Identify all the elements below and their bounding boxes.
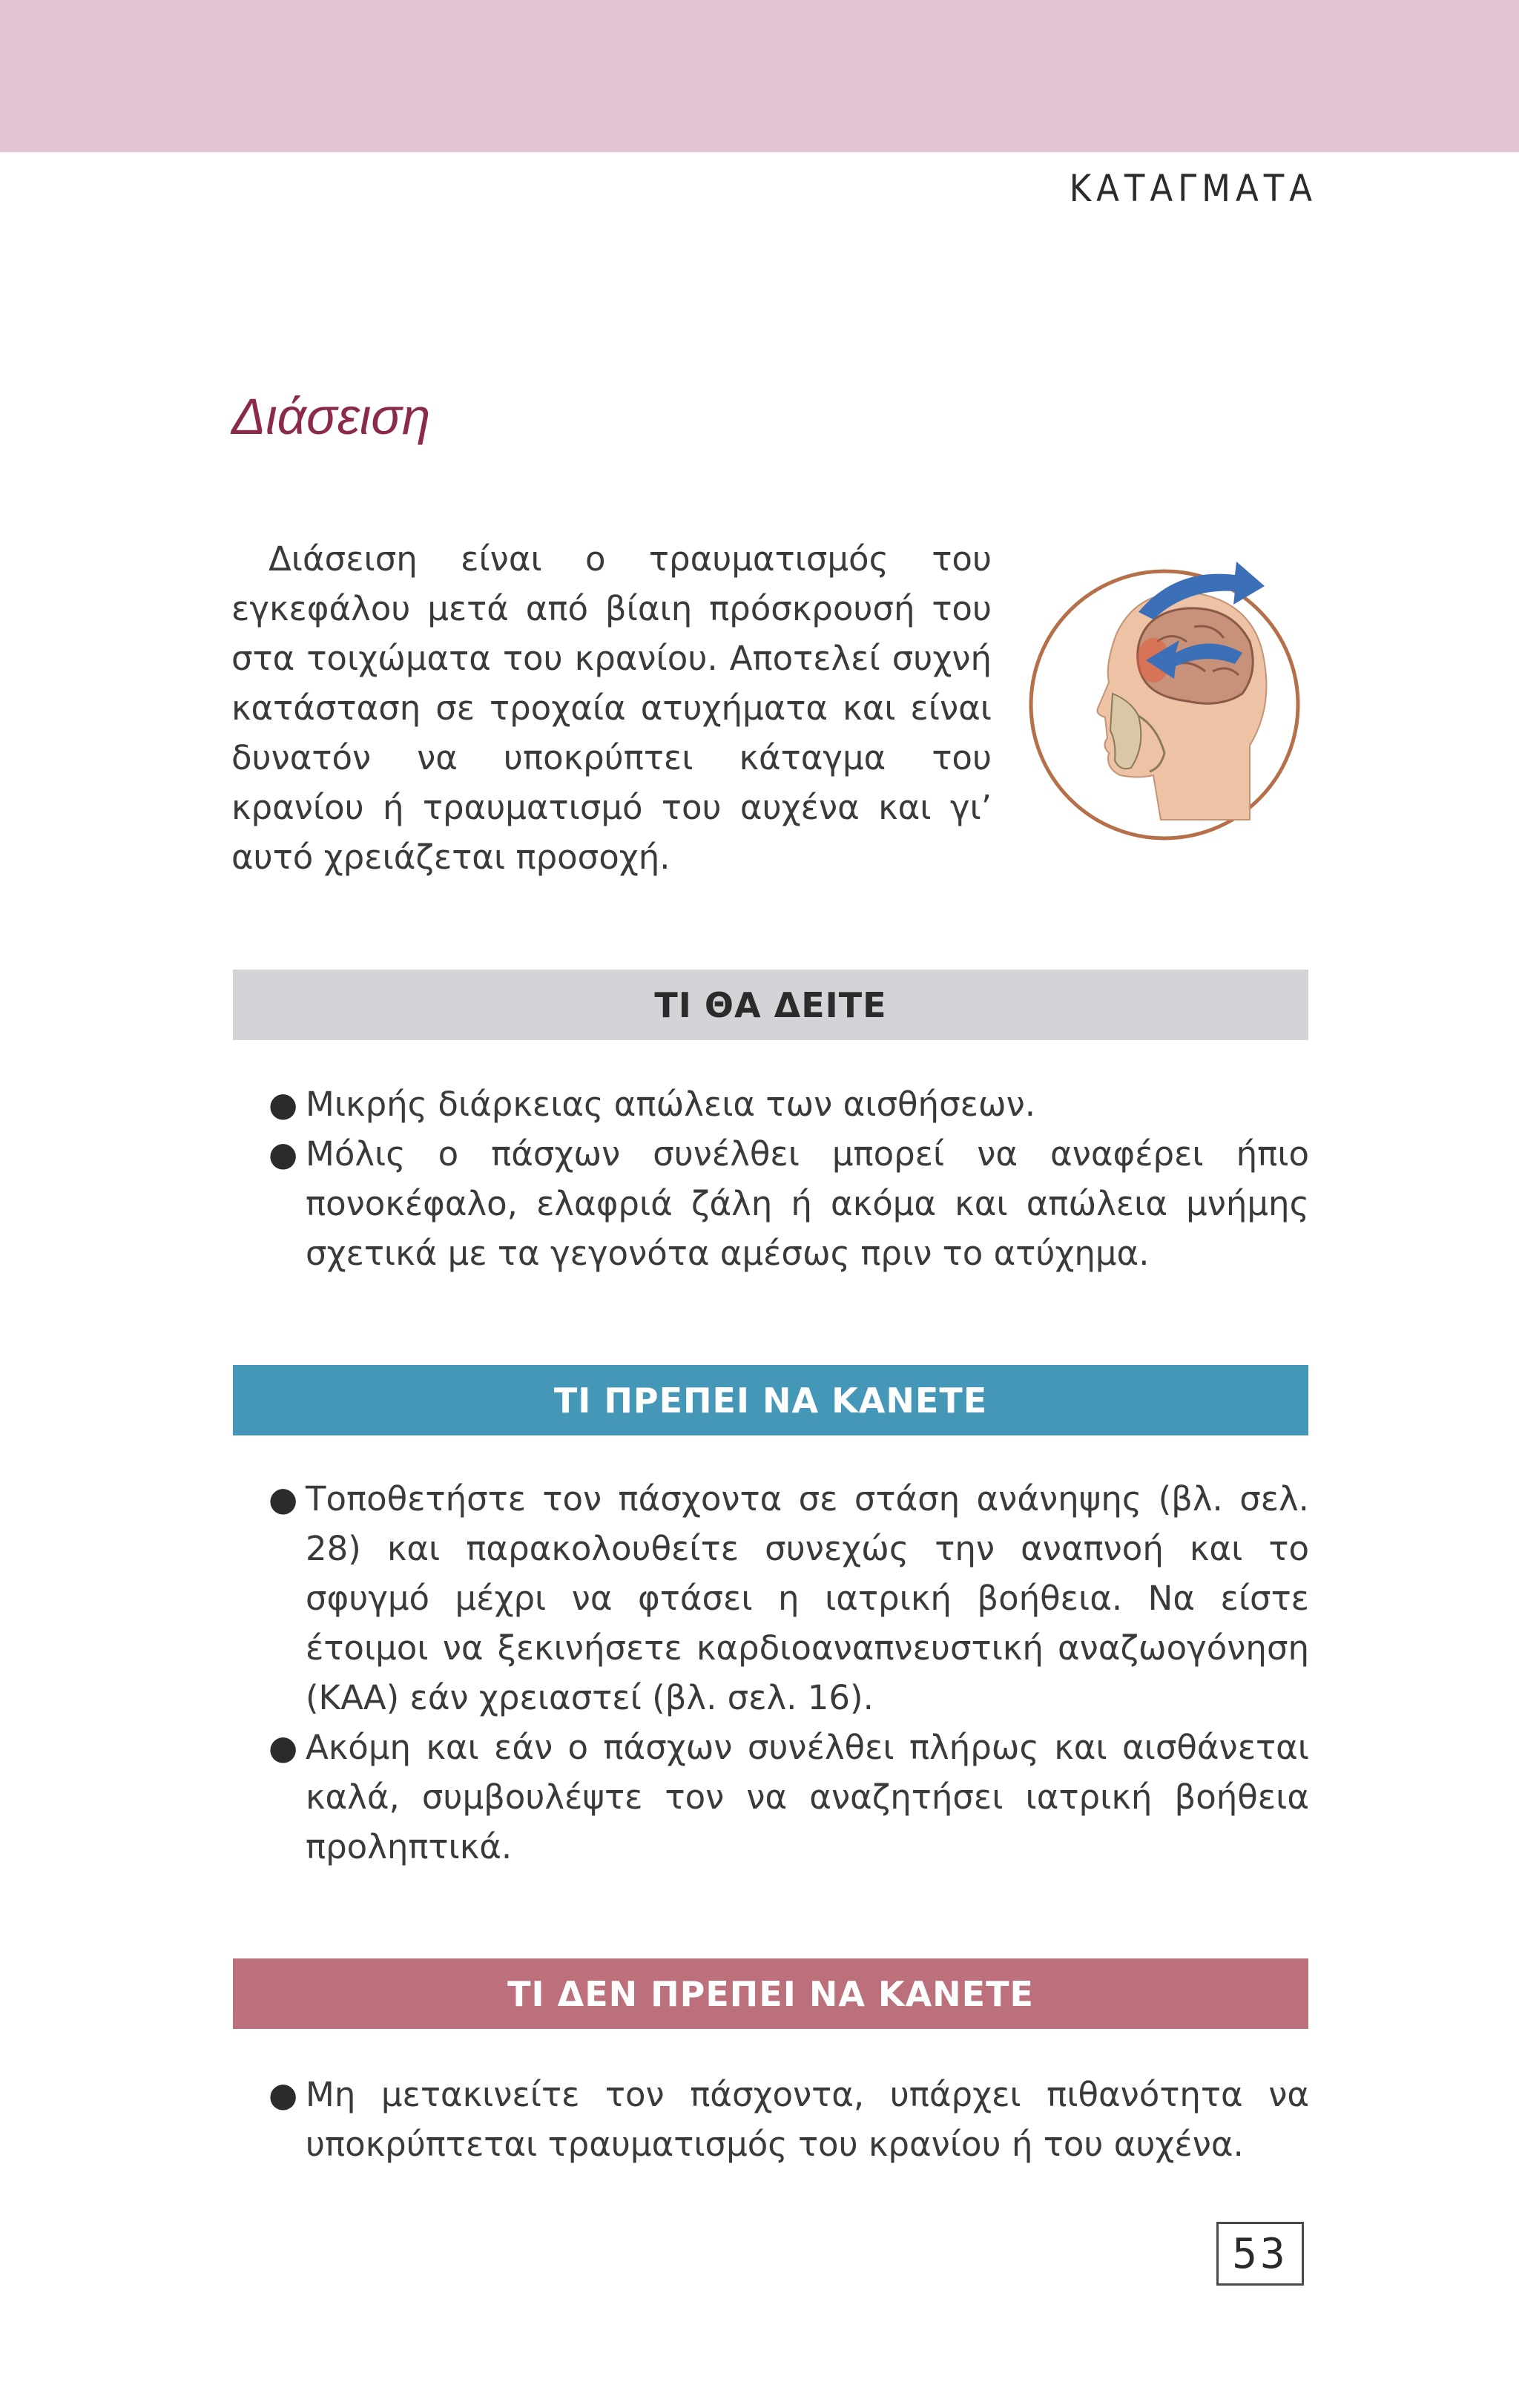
- list-item: ● Μη μετακινείτε τον πάσχοντα, υπάρχει πιθανότητα να υποκρύπτεται τραυματισμός του κρανίου ή του αυχένα.: [268, 2070, 1309, 2169]
- bullet-icon: ●: [268, 1134, 298, 1174]
- bullet-icon: ●: [268, 1728, 298, 1767]
- what-not-to-do-heading: ΤΙ ΔΕΝ ΠΡΕΠΕΙ ΝΑ ΚΑΝΕΤΕ: [233, 1958, 1308, 2029]
- section-title: Διάσειση: [231, 388, 431, 445]
- what-you-see-heading: ΤΙ ΘΑ ΔΕΙΤΕ: [233, 970, 1308, 1040]
- bullet-icon: ●: [268, 2075, 298, 2114]
- bullet-icon: ●: [268, 1479, 298, 1519]
- list-item: ● Ακόμη και εάν ο πάσχων συνέλθει πλήρως και αισθάνεται καλά, συμβουλέψτε τον να αναζητήσει ιατρική βοήθεια προληπτικά.: [268, 1723, 1309, 1872]
- list-item: ● Μόλις ο πάσχων συνέλθει μπορεί να αναφέρει ήπιο πονοκέφαλο, ελαφριά ζάλη ή ακόμα και απώλεια μνήμης σχετικά με τα γεγονότα αμέσως πριν το ατύχημα.: [268, 1129, 1309, 1278]
- what-you-see-list: [268, 1079, 1309, 1278]
- list-item: ● Μικρής διάρκειας απώλεια των αισθήσεων.: [268, 1079, 1309, 1129]
- what-to-do-heading: ΤΙ ΠΡΕΠΕΙ ΝΑ ΚΑΝΕΤΕ: [233, 1365, 1308, 1435]
- head-impact-illustration: [1027, 523, 1302, 886]
- chapter-header: ΚΑΤΑΓΜΑΤΑ: [1069, 167, 1317, 210]
- intro-text: Διάσειση είναι ο τραυματισμός του εγκεφάλου μετά από βίαιη πρόσκρουσή του στα τοιχώματα του κρανίου. Αποτελεί συχνή κατάσταση σε τροχαία ατυχήματα και είναι δυνατόν να υποκρύπτει κάταγμα του κρανίου ή τραυματισμό του αυχένα και γι’ αυτό χρειάζεται προσοχή.: [231, 539, 992, 877]
- top-color-band: [0, 0, 1519, 152]
- bullet-icon: ●: [268, 1085, 298, 1124]
- list-item: ● Τοποθετήστε τον πάσχοντα σε στάση ανάνηψης (βλ. σελ. 28) και παρακολουθείτε συνεχώς την αναπνοή και το σφυγμό μέχρι να φτάσει η ιατρική βοήθεια. Να είστε έτοιμοι να ξεκινήσετε καρδιοαναπνευστική αναζωογόνηση (ΚΑΑ) εάν χρειαστεί (βλ. σελ. 16).: [268, 1474, 1309, 1723]
- what-to-do-list: [268, 1474, 1309, 1872]
- intro-paragraph: [231, 534, 992, 882]
- page-number: 53: [1216, 2222, 1304, 2286]
- what-not-to-do-list: [268, 2070, 1309, 2169]
